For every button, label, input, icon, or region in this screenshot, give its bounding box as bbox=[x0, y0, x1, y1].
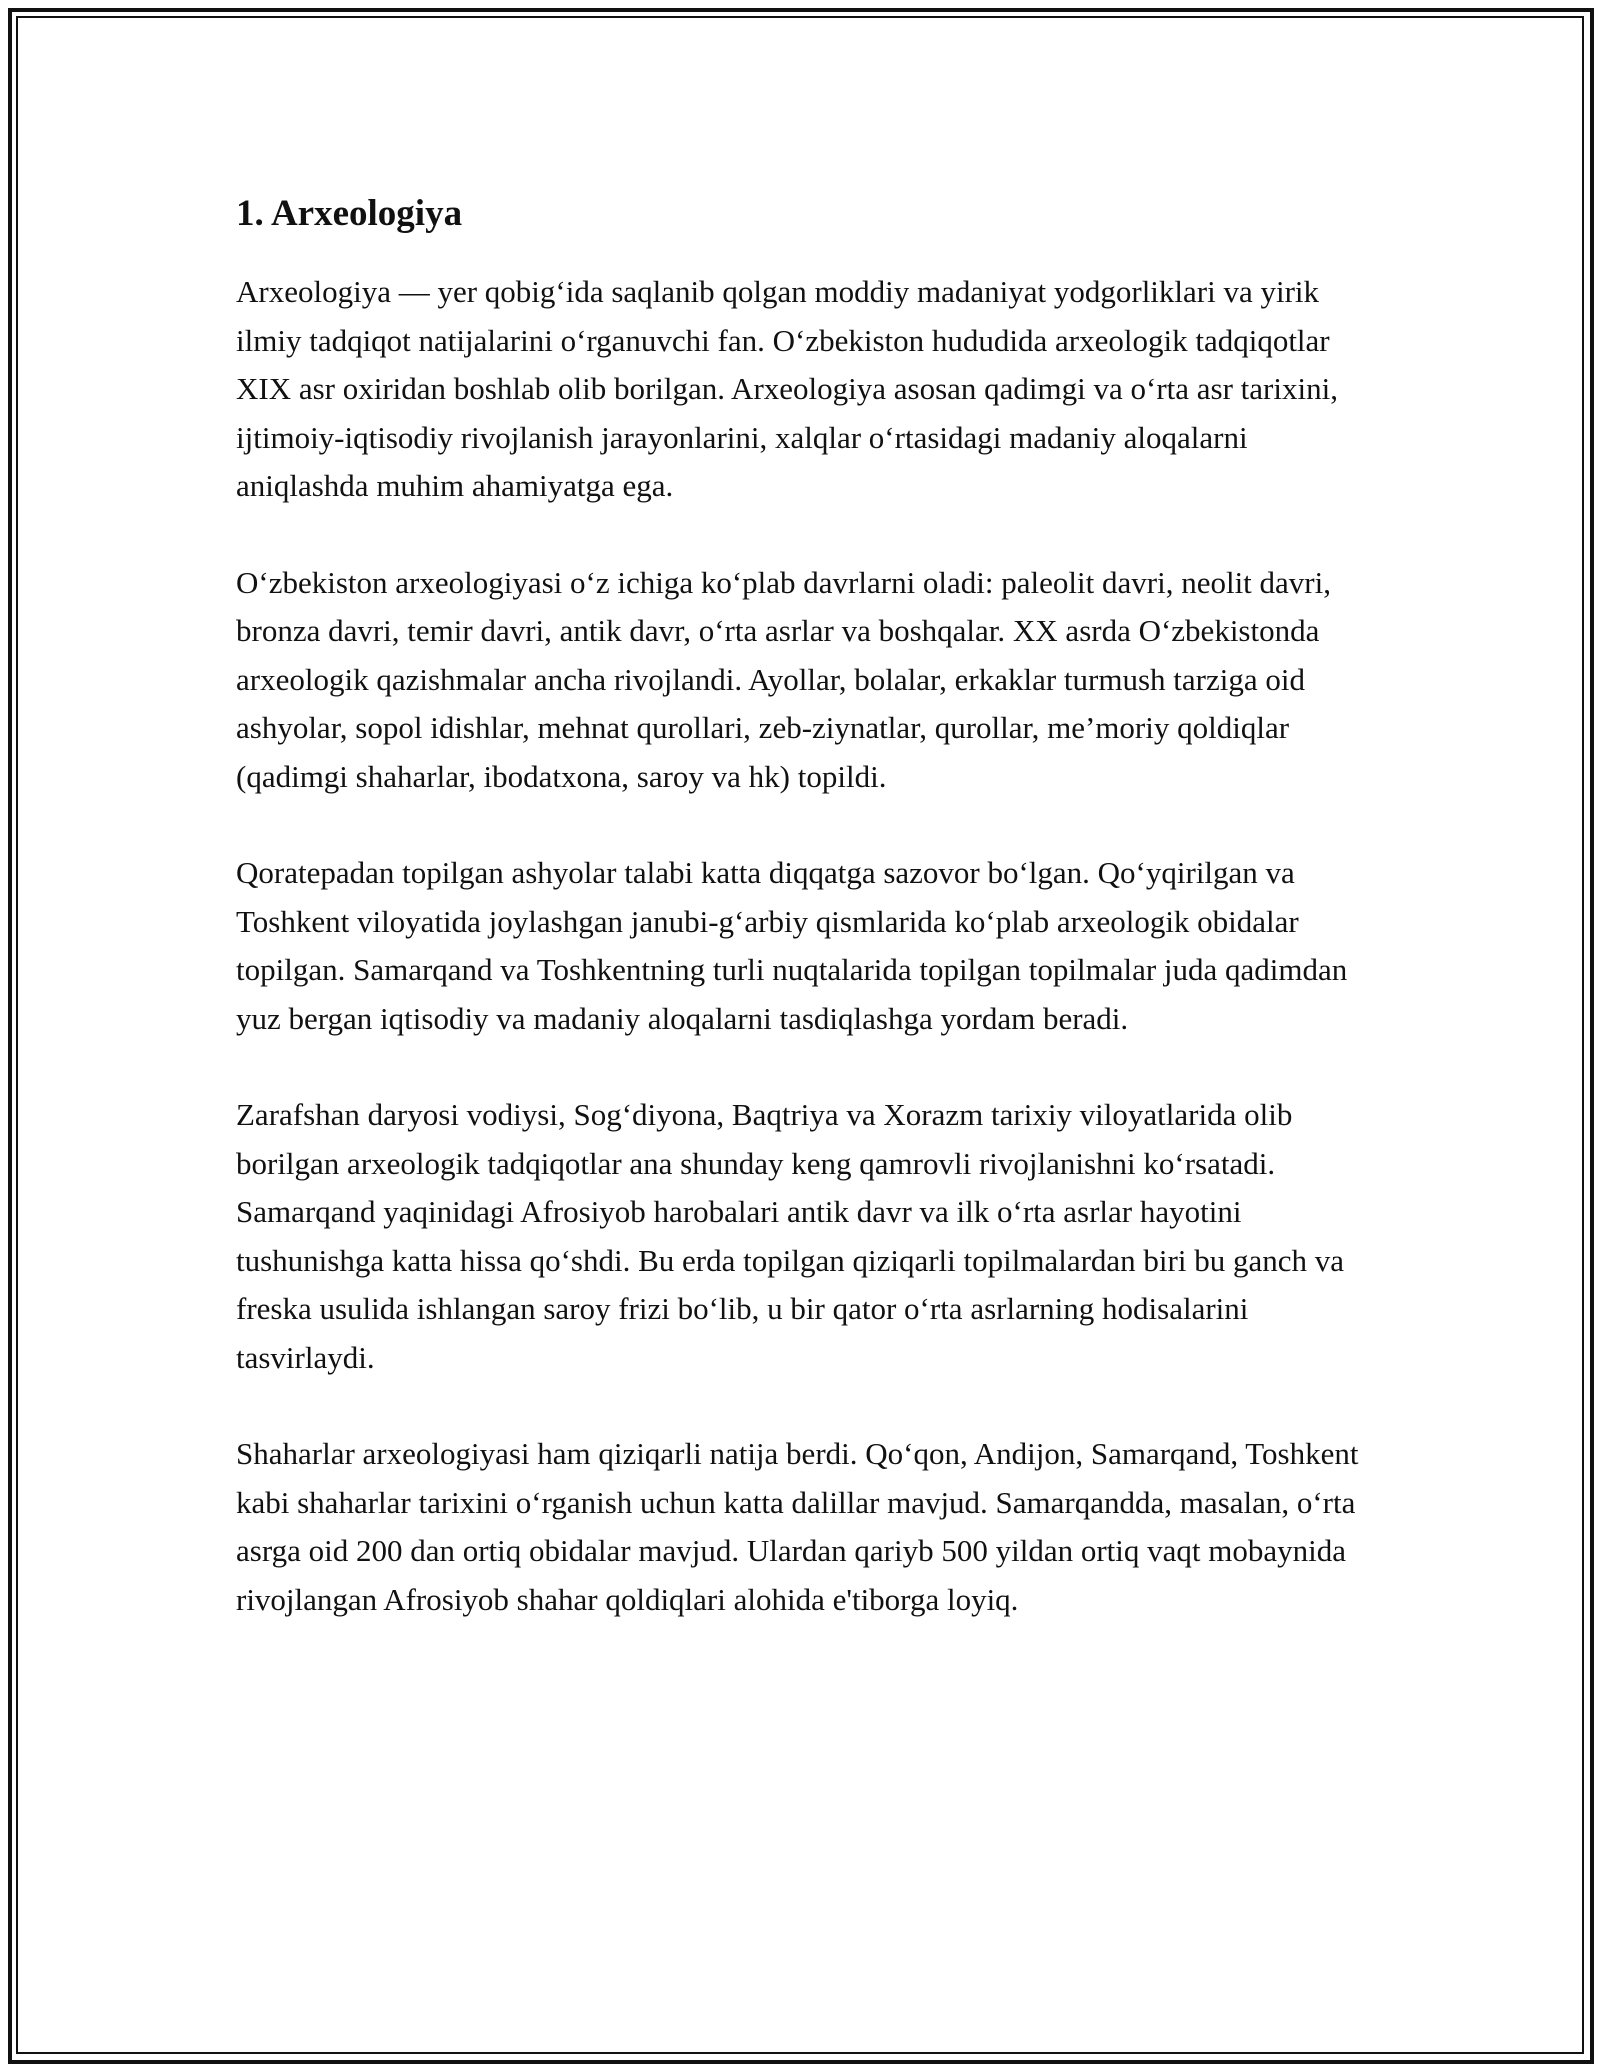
paragraph-4: Zarafshan daryosi vodiysi, Sog‘diyona, Baqtriya va Xorazm tarixiy viloyatlarida olib borilgan arxeologik tadqiqotlar ana shunday keng qamrovli rivojlanishni ko‘rsatadi. Samarqand yaqinidagi Afrosiyob harobalari antik davr va ilk o‘rta asrlar hayotini tushunishga katta hissa qo‘shdi. Bu erda topilgan qiziqarli topilmalardan biri bu ganch va freska usulida ishlangan saroy frizi bo‘lib, u bir qator o‘rta asrlarning hodisalarini tasvirlaydi. bbox=[236, 1097, 1345, 1375]
paragraph-3: Qoratepadan topilgan ashyolar talabi katta diqqatga sazovor bo‘lgan. Qo‘yqirilgan va Toshkent viloyatida joylashgan janubi-g‘arbiy qismlarida ko‘plab arxeologik obidalar topilgan. Samarqand va Toshkentning turli nuqtalarida topilgan topilmalar juda qadimdan yuz bergan iqtisodiy va madaniy aloqalarni tasdiqlashga yordam beradi. bbox=[236, 855, 1348, 1036]
paragraph-2: O‘zbekiston arxeologiyasi o‘z ichiga ko‘plab davrlarni oladi: paleolit davri, neolit davri, bronza davri, temir davri, antik davr, o‘rta asrlar va boshqalar. XX asrda O‘zbekistonda arxeologik qazishmalar ancha rivojlandi. Ayollar, bolalar, erkaklar turmush tarziga oid ashyolar, sopol idishlar, mehnat qurollari, zeb-ziynatlar, qurollar, me’moriy qoldiqlar (qadimgi shaharlar, ibodatxona, saroy va hk) topildi. bbox=[236, 564, 1331, 794]
document-body bbox=[236, 190, 1386, 1672]
paragraph-5: Shaharlar arxeologiyasi ham qiziqarli natija berdi. Qo‘qon, Andijon, Samarqand, Toshkent kabi shaharlar tarixini o‘rganish uchun katta dalillar mavjud. Samarqandda, masalan, o‘rta asrga oid 200 dan ortiq obidalar mavjud. Ulardan qariyb 500 yildan ortiq vaqt mobaynida rivojlangan Afrosiyob shahar qoldiqlari alohida e'tiborga loyiq. bbox=[236, 1436, 1359, 1617]
section-heading: 1. Arxeologiya bbox=[236, 193, 463, 234]
paragraph-1: Arxeologiya — yer qobig‘ida saqlanib qolgan moddiy madaniyat yodgorliklari va yirik ilmiy tadqiqot natijalarini o‘rganuvchi fan. O‘zbekiston hududida arxeologik tadqiqotlar XIX asr oxiridan boshlab olib borilgan. Arxeologiya asosan qadimgi va o‘rta asr tarixini, ijtimoiy-iqtisodiy rivojlanish jarayonlarini, xalqlar o‘rtasidagi madaniy aloqalarni aniqlashda muhim ahamiyatga ega. bbox=[236, 274, 1338, 503]
